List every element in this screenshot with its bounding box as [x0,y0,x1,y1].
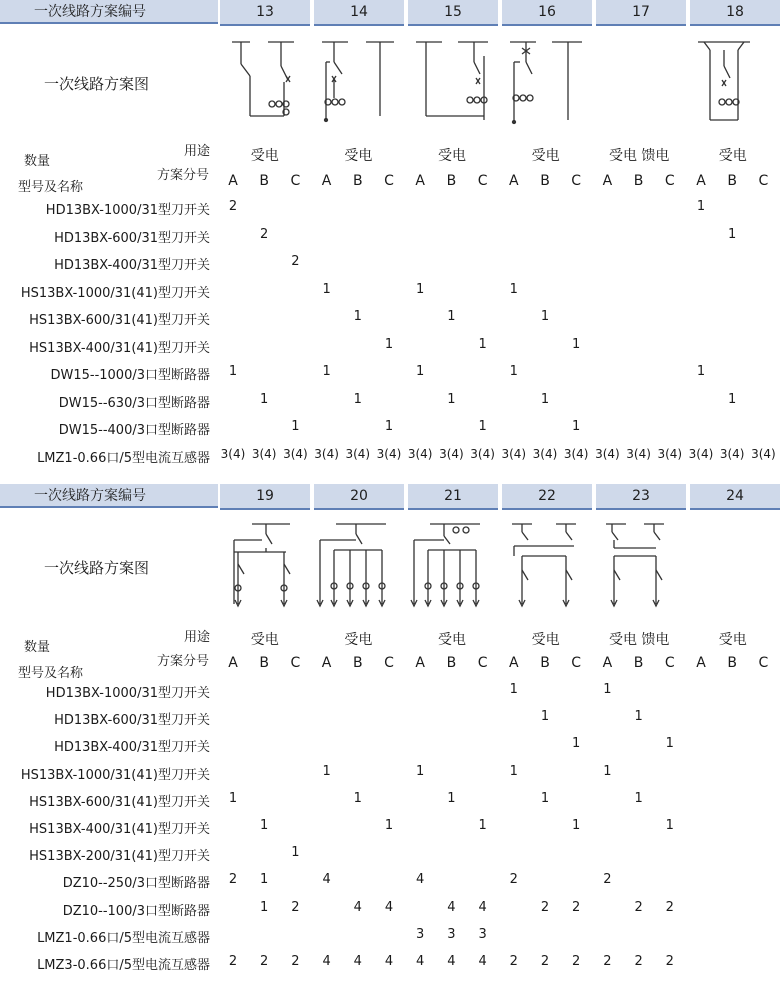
quantity-cell: 2 [291,954,300,969]
quantity-cell: 1 [291,419,300,434]
header-row [0,484,780,510]
scheme-number: 13 [220,0,310,26]
quantity-cell: 3 [447,926,456,942]
sub-number-header: B [633,655,644,671]
header-row [0,0,780,26]
quantity-cell: 1 [447,309,456,324]
header-title: 一次线路方案编号 [0,0,218,24]
sub-number-header: A [321,655,332,671]
component-name: DZ10--100/3口型断路器 [62,903,210,919]
quantity-cell: 1 [260,899,269,915]
component-name: HS13BX-600/31(41)型刀开关 [29,313,210,328]
quantity-cell: 1 [665,736,674,752]
scheme-number: 22 [502,484,592,510]
quantity-cell: 1 [416,281,425,297]
quantity-cell: 3(4) [251,446,277,461]
quantity-cell: 1 [728,226,737,242]
quantity-cell: 3(4) [501,446,527,461]
quantity-cell: 1 [572,736,581,752]
scheme-number: 16 [502,0,592,26]
quantity-cell: 1 [634,709,643,725]
quantity-cell: 1 [540,790,550,806]
quantity-cell: 3 [416,926,425,942]
usage-label: 受电 [344,632,373,648]
quantity-cell: 4 [416,954,425,969]
quantity-cell: 2 [540,899,550,915]
quantity-cell: 1 [572,818,581,833]
quantity-cell: 2 [572,954,581,969]
quantity-cell: 3(4) [532,446,558,461]
section-2 [0,484,780,994]
quantity-cell: 1 [353,309,362,324]
quantity-cell: 4 [353,954,362,969]
component-name: HD13BX-1000/31型刀开关 [45,203,210,218]
component-name: HD13BX-400/31型刀开关 [54,258,210,273]
sub-number-header: A [228,655,238,671]
quantity-cell: 1 [291,845,300,861]
quantity-cell: 3(4) [220,446,246,461]
scheme-number: 17 [596,0,686,26]
sub-number-header: A [696,173,706,189]
quantity-cell: 1 [509,682,518,697]
label-quantity: 数量 [24,154,51,169]
usage-label: 受电 [437,632,466,648]
component-name: HS13BX-1000/31(41)型刀开关 [20,767,210,783]
quantity-cell: 1 [447,790,456,806]
usage-label: 受电 [718,632,747,648]
sub-number-header: C [384,173,394,189]
quantity-cell: 1 [509,763,518,779]
quantity-cell: 1 [228,790,238,806]
quantity-cell: 1 [322,763,331,779]
quantity-cell: 1 [478,818,487,833]
quantity-cell: 4 [384,899,394,915]
quantity-cell: 1 [665,818,674,833]
component-name: DZ10--250/3口型断路器 [62,876,210,892]
quantity-cell: 1 [353,391,362,407]
scheme-number: 20 [314,484,404,510]
sub-number-header: B [352,173,363,189]
sub-number-header: B [727,655,737,671]
sub-number-header: C [290,173,301,189]
quantity-cell: 1 [603,682,612,697]
quantity-cell: 3(4) [626,446,651,461]
quantity-cell: 4 [478,899,487,915]
label-model: 型号及名称 [18,180,84,195]
sub-number-header: A [602,173,613,189]
label-subnumber: 方案分号 [157,654,210,669]
component-name: HD13BX-1000/31型刀开关 [45,686,210,701]
quantity-cell: 1 [509,281,518,297]
sub-number-header: C [664,173,675,189]
usage-label: 受电 馈电 [608,632,670,648]
quantity-cell: 1 [322,281,331,297]
quantity-cell: 3(4) [719,446,745,461]
usage-label: 受电 [531,148,560,164]
sub-number-header: B [540,655,550,671]
quantity-cell: 3(4) [657,446,683,461]
sub-number-header: C [571,655,582,671]
quantity-cell: 2 [634,954,643,969]
quantity-cell: 1 [478,419,487,434]
quantity-cell: 3(4) [439,446,464,461]
quantity-cell: 3(4) [470,446,495,461]
circuit-diagram-18 [694,36,774,126]
component-name: HS13BX-400/31(41)型刀开关 [29,340,210,356]
quantity-cell: 3(4) [314,446,339,461]
quantity-cell: 2 [572,899,581,915]
quantity-cell: 3(4) [283,446,308,461]
scheme-number: 23 [596,484,686,510]
quantity-cell: 1 [384,419,394,434]
label-quantity: 数量 [24,640,51,655]
component-name: HD13BX-600/31型刀开关 [54,713,210,729]
sub-number-header: C [758,173,769,189]
quantity-cell: 1 [478,336,487,352]
circuit-diagram-20 [316,520,400,610]
sub-number-header: B [446,655,457,671]
circuit-diagram-13 [228,36,308,126]
quantity-cell: 3 [478,926,487,942]
quantity-cell: 1 [260,872,269,888]
diagram-label: 一次线路方案图 [44,559,150,577]
scheme-number: 19 [220,484,310,510]
quantity-cell: 2 [603,872,612,888]
circuit-diagram-21 [410,520,494,610]
sub-number-header: B [259,655,269,671]
component-name: HS13BX-400/31(41)型刀开关 [29,822,210,837]
quantity-cell: 1 [540,709,550,725]
sub-number-header: B [259,173,269,189]
quantity-cell: 1 [634,790,643,806]
label-subnumber: 方案分号 [157,168,210,183]
sub-number-header: B [727,173,737,189]
quantity-cell: 4 [384,954,394,969]
quantity-cell: 2 [291,254,300,269]
quantity-cell: 4 [447,899,456,915]
quantity-cell: 1 [228,364,238,379]
quantity-cell: 2 [260,954,269,969]
quantity-cell: 1 [322,364,331,379]
quantity-cell: 3(4) [407,446,433,461]
component-name: DW15--1000/3口型断路器 [50,368,210,383]
quantity-cell: 2 [665,899,674,915]
quantity-cell: 1 [416,763,425,779]
usage-label: 受电 [250,632,279,648]
usage-label: 受电 [531,632,560,648]
sub-number-header: C [384,655,394,671]
component-name: HS13BX-1000/31(41)型刀开关 [20,285,210,301]
quantity-cell: 1 [447,391,456,407]
circuit-diagram-16 [506,36,586,126]
quantity-cell: 1 [384,336,394,352]
quantity-cell: 4 [322,872,331,888]
scheme-number: 24 [690,484,780,510]
sub-number-header: C [477,655,488,671]
quantity-cell: 1 [353,790,362,806]
quantity-cell: 2 [260,226,269,242]
quantity-cell: 1 [696,364,706,379]
sub-number-header: A [228,173,238,189]
quantity-cell: 1 [572,336,581,352]
sub-number-header: A [509,655,519,671]
sub-number-header: C [571,173,582,189]
component-name: HS13BX-600/31(41)型刀开关 [29,794,210,810]
quantity-cell: 1 [540,309,550,324]
quantity-cell: 4 [353,899,362,915]
usage-label: 受电 [250,148,279,164]
sub-number-header: B [540,173,550,189]
quantity-cell: 1 [728,391,737,407]
circuit-diagram-19 [226,520,310,610]
quantity-cell: 3(4) [376,446,402,461]
sub-number-header: A [415,655,425,671]
sub-number-header: C [477,173,488,189]
quantity-cell: 3(4) [751,446,776,461]
circuit-diagram-15 [412,36,492,126]
component-name: LMZ3-0.66口/5型电流互感器 [37,958,210,973]
sub-number-header: A [321,173,332,189]
quantity-cell: 2 [291,899,300,915]
component-name: HD13BX-400/31型刀开关 [54,740,210,756]
quantity-cell: 2 [540,954,550,969]
sub-number-header: B [633,173,644,189]
scheme-number: 14 [314,0,404,26]
quantity-cell: 1 [696,199,706,214]
section-1 [0,0,780,470]
quantity-cell: 2 [509,954,518,969]
quantity-cell: 2 [228,199,238,214]
quantity-cell: 3(4) [563,446,589,461]
component-name: LMZ1-0.66口/5型电流互感器 [37,450,210,466]
quantity-cell: 3(4) [688,446,714,461]
sub-number-header: B [352,655,363,671]
usage-label: 受电 [437,148,466,164]
quantity-cell: 4 [416,872,425,888]
usage-label: 受电 馈电 [608,148,670,164]
circuit-diagram-14 [318,36,398,126]
sub-number-header: A [602,655,613,671]
header-title: 一次线路方案编号 [0,484,218,508]
sub-number-header: C [290,655,301,671]
label-model: 型号及名称 [18,666,84,681]
circuit-diagram-22 [506,520,590,610]
quantity-cell: 1 [603,763,612,779]
usage-label: 受电 [344,148,373,164]
component-name: DW15--630/3口型断路器 [58,395,210,411]
sub-number-header: B [446,173,457,189]
quantity-cell: 4 [478,954,487,969]
sub-number-header: A [696,655,706,671]
diagram-label: 一次线路方案图 [44,75,150,93]
quantity-cell: 1 [416,364,425,379]
circuit-diagram-23 [600,520,684,610]
quantity-cell: 1 [260,391,269,407]
component-name: LMZ1-0.66口/5型电流互感器 [37,930,210,946]
quantity-cell: 3(4) [345,446,371,461]
quantity-cell: 1 [260,818,269,833]
sub-number-header: C [758,655,769,671]
scheme-number: 21 [408,484,498,510]
usage-label: 受电 [718,148,747,164]
quantity-cell: 1 [572,419,581,434]
quantity-cell: 1 [384,818,394,833]
sub-number-header: C [664,655,675,671]
component-name: HD13BX-600/31型刀开关 [54,230,210,246]
quantity-cell: 2 [509,872,518,888]
quantity-cell: 2 [634,899,643,915]
label-use: 用途 [184,630,211,645]
quantity-cell: 2 [228,872,238,888]
component-name: HS13BX-200/31(41)型刀开关 [29,849,210,865]
quantity-cell: 1 [540,391,550,407]
quantity-cell: 2 [603,954,612,969]
quantity-cell: 1 [509,364,518,379]
quantity-cell: 2 [665,954,674,969]
quantity-cell: 4 [322,954,331,969]
sub-number-header: A [415,173,425,189]
label-use: 用途 [184,144,211,159]
quantity-cell: 4 [447,954,456,969]
component-name: DW15--400/3口型断路器 [58,423,210,438]
scheme-number: 18 [690,0,780,26]
scheme-number: 15 [408,0,498,26]
sub-number-header: A [509,173,519,189]
quantity-cell: 3(4) [595,446,620,461]
quantity-cell: 2 [228,954,238,969]
